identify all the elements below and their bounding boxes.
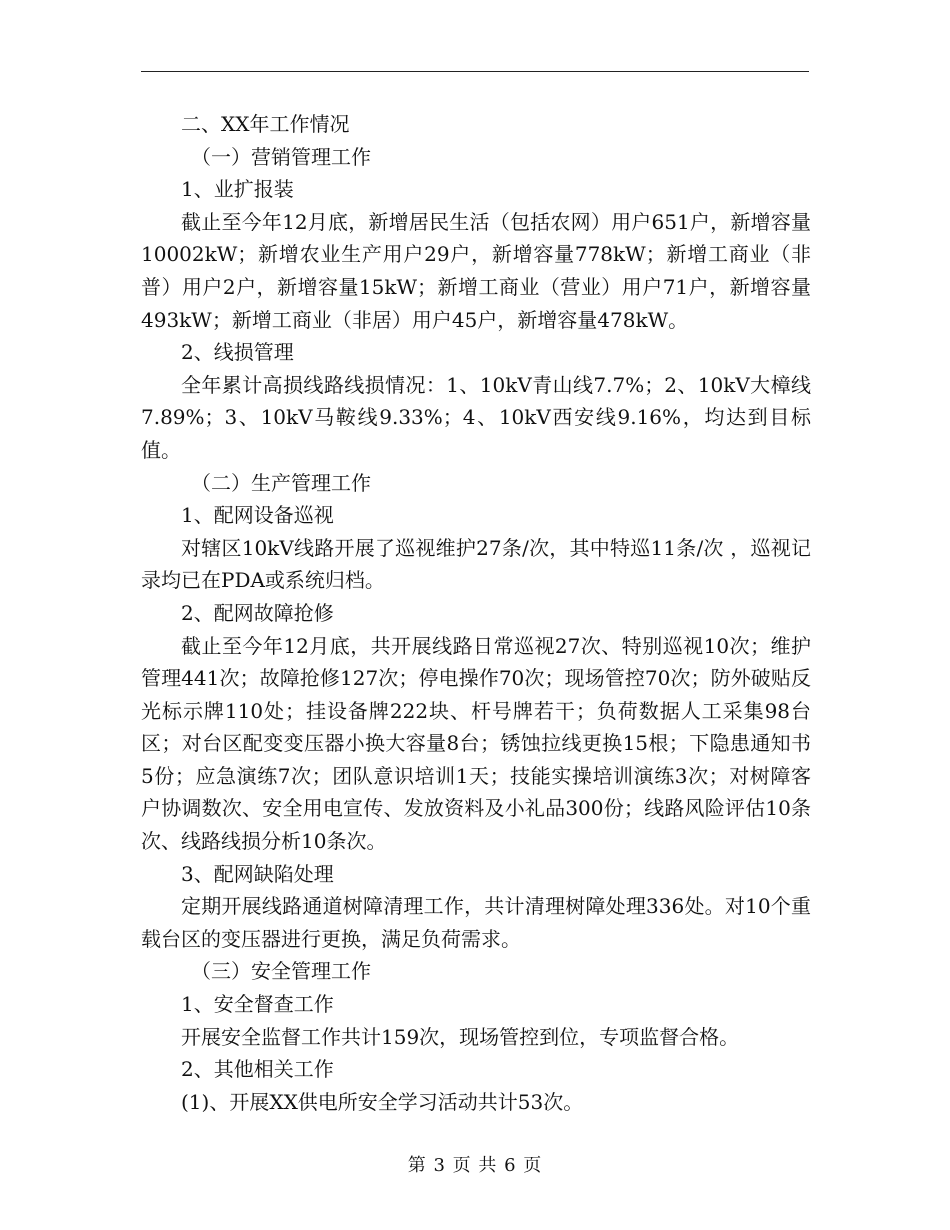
body-paragraph: 开展安全监督工作共计159次，现场管控到位，专项监督合格。 xyxy=(181,1024,740,1049)
subsection-heading: （三）安全管理工作 xyxy=(191,959,371,984)
item-heading: 1、配网设备巡视 xyxy=(181,503,334,528)
body-paragraph: 截止至今年12月底，共开展线路日常巡视27次、特别巡视10次；维护管理441次；故障抢修127次；停电操作70次；现场管控70次；防外破贴反光标示牌110处；挂设备牌222块、杆号牌若干；负荷数据人工采集98台区；对台区配变变压器小换大容量8台；锈蚀拉线更换15根；下隐患通知书5份；应急演练7次；团队意识培训1天；技能实操培训演练3次；对树障客户协调数次、安全用电宣传、发放资料及小礼品300份；线路风险评估10条次、线路线损分析10条次。 xyxy=(141,633,811,854)
subsection-heading: （一）营销管理工作 xyxy=(191,144,371,169)
body-paragraph: (1)、开展XX供电所安全学习活动共计53次。 xyxy=(181,1089,584,1114)
header-rule xyxy=(141,71,809,72)
body-paragraph: 截止至今年12月底，新增居民生活（包括农网）用户651户，新增容量10002kW；新增农业生产用户29户，新增容量778kW；新增工商业（非普）用户2户，新增容量15kW；新增工商业（营业）用户71户，新增容量493kW；新增工商业（非居）用户45户，新增容量478kW。 xyxy=(141,209,811,332)
item-heading: 1、安全督查工作 xyxy=(181,992,334,1017)
page-footer: 第 3 页 共 6 页 xyxy=(407,1155,543,1176)
item-heading: 2、配网故障抢修 xyxy=(181,600,334,625)
item-heading: 2、线损管理 xyxy=(181,340,294,365)
item-heading: 3、配网缺陷处理 xyxy=(181,861,334,886)
body-paragraph: 定期开展线路通道树障清理工作，共计清理树障处理336处。对10个重载台区的变压器进行更换，满足负荷需求。 xyxy=(141,894,811,951)
subsection-heading: （二）生产管理工作 xyxy=(191,470,371,495)
item-heading: 2、其他相关工作 xyxy=(181,1057,334,1082)
section-heading: 二、XX年工作情况 xyxy=(181,112,350,136)
document-body xyxy=(141,108,811,1118)
body-paragraph: 对辖区10kV线路开展了巡视维护27条/次，其中特巡11条/次 ，巡视记录均已在PDA或系统归档。 xyxy=(141,535,811,593)
body-paragraph: 全年累计高损线路线损情况：1、10kV青山线7.7%；2、10kV大樟线7.89%；3、10kV马鞍线9.33%；4、10kV西安线9.16%，均达到目标值。 xyxy=(141,372,811,462)
item-heading: 1、业扩报装 xyxy=(181,177,294,202)
